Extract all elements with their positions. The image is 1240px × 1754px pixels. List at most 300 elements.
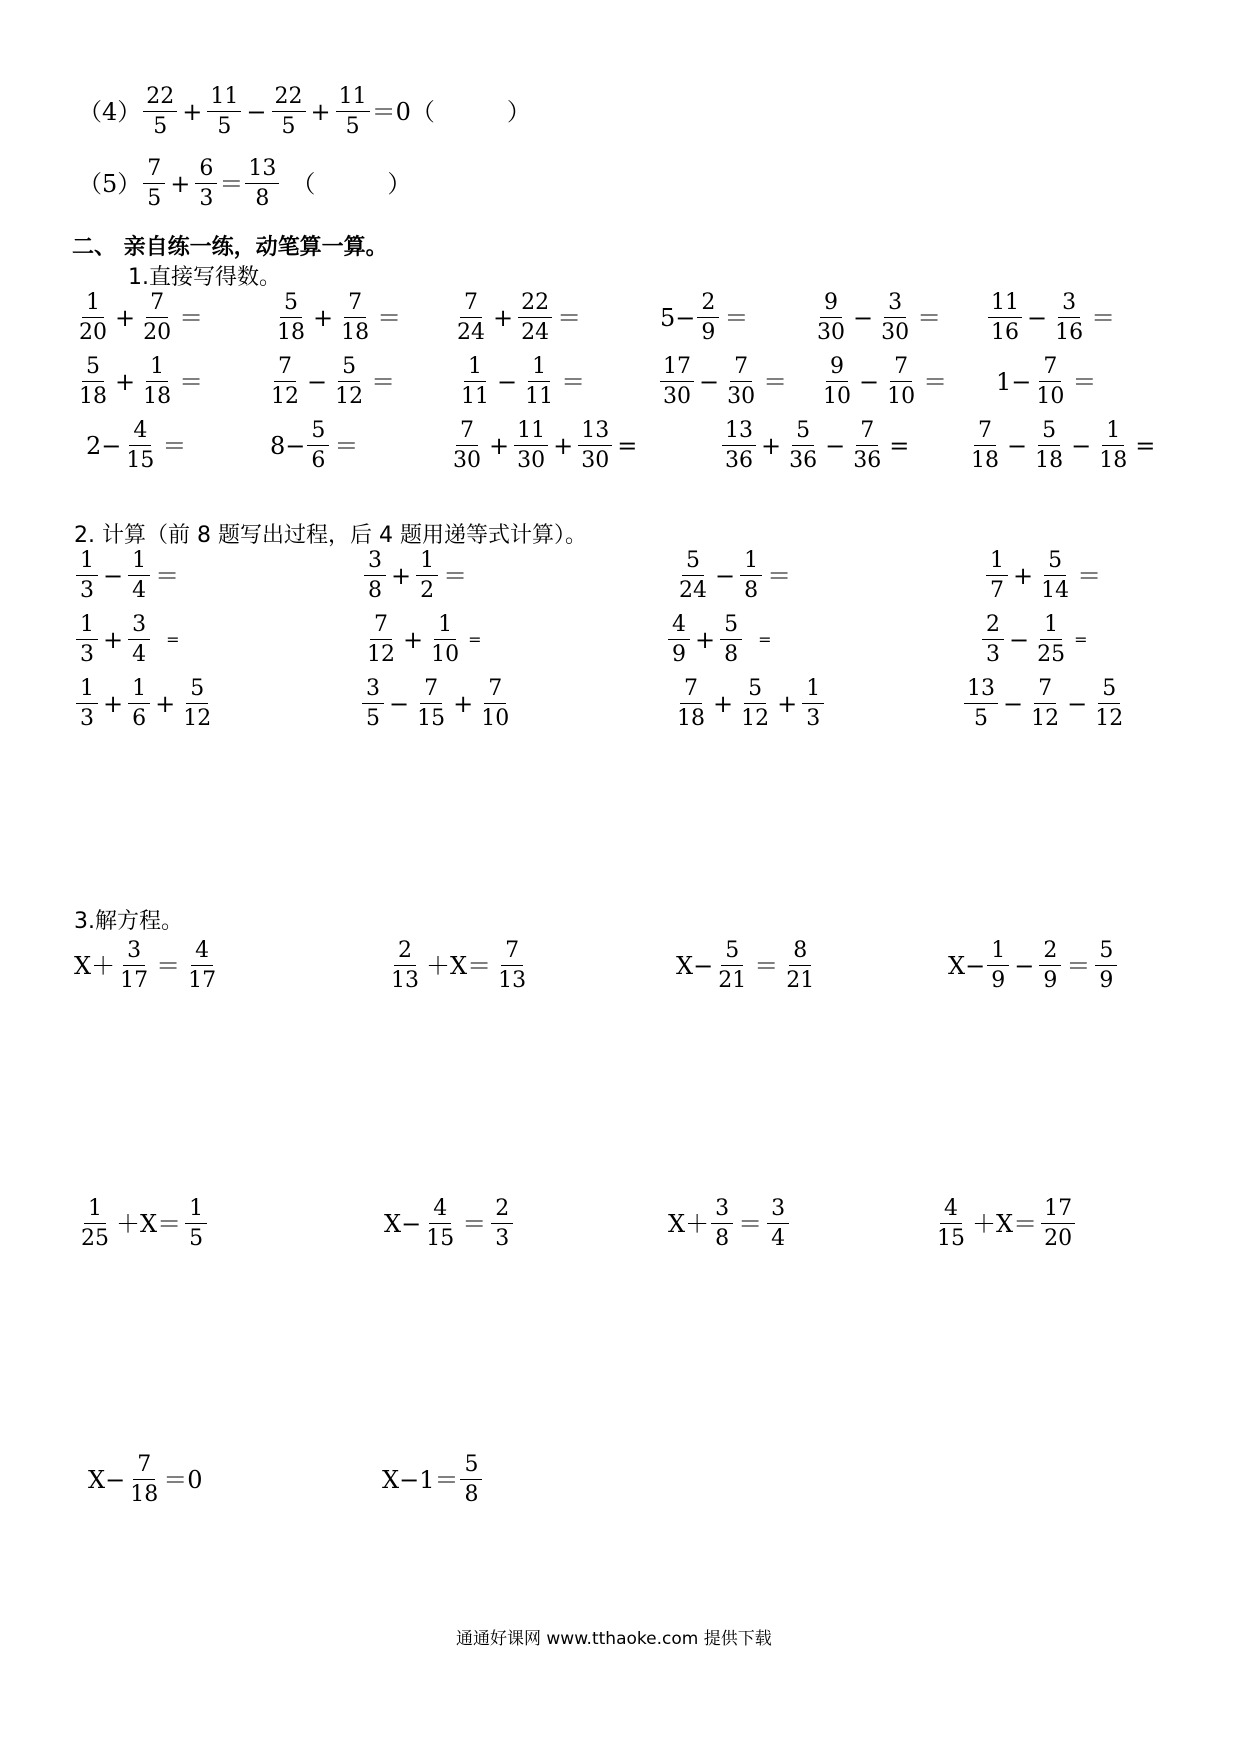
fraction bbox=[460, 1454, 482, 1506]
math-symbol: ＝ bbox=[923, 368, 948, 396]
numerator: 1 bbox=[464, 356, 486, 382]
calc-item bbox=[674, 550, 794, 602]
numerator: 13 bbox=[722, 420, 756, 446]
fraction bbox=[1034, 614, 1068, 666]
denominator: 12 bbox=[1095, 706, 1124, 731]
fraction bbox=[185, 940, 219, 992]
numerator: 7 bbox=[1034, 678, 1056, 704]
math-symbol: − bbox=[497, 368, 518, 396]
fraction bbox=[495, 940, 529, 992]
numerator: 8 bbox=[789, 940, 811, 966]
fraction bbox=[934, 1198, 968, 1250]
math-symbol: ＝ bbox=[561, 368, 586, 396]
numerator: 22 bbox=[518, 292, 552, 318]
denominator: 5 bbox=[974, 706, 988, 731]
numerator: 1 bbox=[76, 614, 98, 640]
numerator: 1 bbox=[82, 292, 104, 318]
denominator: 12 bbox=[335, 384, 364, 409]
math-symbol: = bbox=[758, 630, 772, 649]
math-symbol: ＋X＝ bbox=[116, 1210, 182, 1238]
fraction bbox=[245, 158, 279, 210]
math-symbol: ＝ bbox=[334, 432, 359, 460]
numerator: 2 bbox=[1039, 940, 1061, 966]
math-symbol: ＝ bbox=[557, 304, 582, 332]
denominator: 10 bbox=[481, 706, 510, 731]
denominator: 18 bbox=[277, 320, 305, 345]
fraction bbox=[987, 940, 1009, 992]
fraction bbox=[143, 86, 177, 138]
fraction bbox=[195, 158, 217, 210]
denominator: 11 bbox=[461, 384, 489, 409]
fraction bbox=[1041, 1198, 1075, 1250]
math-symbol: + bbox=[453, 690, 474, 718]
math-symbol: ＝ bbox=[767, 562, 792, 590]
numerator: 17 bbox=[1041, 1198, 1075, 1224]
fraction bbox=[802, 678, 824, 730]
math-symbol: ＝ bbox=[156, 952, 181, 980]
math-symbol: = bbox=[1135, 432, 1156, 460]
denominator: 17 bbox=[188, 968, 217, 993]
numerator: 2 bbox=[697, 292, 719, 318]
numerator: 3 bbox=[884, 292, 906, 318]
denominator: 15 bbox=[126, 448, 155, 473]
denominator: 15 bbox=[937, 1226, 965, 1251]
numerator: 5 bbox=[307, 420, 329, 446]
math-symbol: = bbox=[889, 432, 910, 460]
denominator: 4 bbox=[132, 642, 147, 667]
math-symbol: ＝ bbox=[155, 562, 180, 590]
denominator: 12 bbox=[741, 706, 770, 731]
denominator: 30 bbox=[663, 384, 691, 409]
numerator: 1 bbox=[802, 678, 824, 704]
math-symbol: + bbox=[103, 626, 124, 654]
numerator: 3 bbox=[128, 614, 150, 640]
denominator: 8 bbox=[744, 578, 759, 603]
numerator: 5 bbox=[682, 550, 704, 576]
denominator: 17 bbox=[120, 968, 149, 993]
math-symbol: = bbox=[617, 432, 638, 460]
denominator: 9 bbox=[991, 968, 1006, 993]
denominator: 25 bbox=[81, 1226, 109, 1251]
denominator: 14 bbox=[1041, 578, 1070, 603]
math-symbol: X− bbox=[948, 952, 986, 980]
denominator: 3 bbox=[80, 578, 94, 603]
numerator: 2 bbox=[982, 614, 1004, 640]
numerator: 7 bbox=[730, 356, 752, 382]
mental-math-item bbox=[266, 356, 398, 408]
numerator: 11 bbox=[207, 86, 241, 112]
math-symbol: + bbox=[310, 98, 331, 126]
numerator: 3 bbox=[767, 1198, 789, 1224]
denominator: 36 bbox=[725, 448, 753, 473]
mental-math-item bbox=[448, 420, 640, 472]
denominator: 13 bbox=[498, 968, 527, 993]
fraction bbox=[423, 1198, 457, 1250]
mental-math-item bbox=[86, 420, 189, 472]
numerator: 7 bbox=[680, 678, 702, 704]
math-symbol: X＋ bbox=[668, 1210, 710, 1238]
fraction bbox=[724, 356, 758, 408]
numerator: 13 bbox=[578, 420, 612, 446]
equation-item bbox=[386, 940, 531, 992]
denominator: 11 bbox=[525, 384, 554, 409]
denominator: 5 bbox=[147, 186, 162, 211]
numerator: 1 bbox=[128, 550, 150, 576]
math-symbol: + bbox=[713, 690, 734, 718]
equation-item bbox=[668, 1198, 791, 1250]
fraction bbox=[123, 420, 157, 472]
math-symbol: − bbox=[715, 562, 736, 590]
math-symbol: − bbox=[825, 432, 846, 460]
numerator: 4 bbox=[940, 1198, 962, 1224]
denominator: 13 bbox=[391, 968, 419, 993]
fraction bbox=[814, 292, 848, 344]
denominator: 5 bbox=[345, 114, 360, 139]
judge-item-4 bbox=[78, 86, 531, 138]
fraction bbox=[76, 550, 98, 602]
denominator: 20 bbox=[1044, 1226, 1073, 1251]
part2-title: 2. 计算（前 8 题写出过程，后 4 题用递等式计算）。 bbox=[74, 523, 587, 548]
mental-math-item bbox=[660, 292, 751, 344]
denominator: 5 bbox=[366, 706, 380, 731]
fraction bbox=[185, 1198, 207, 1250]
equation-item bbox=[382, 1454, 484, 1506]
numerator: 7 bbox=[484, 678, 506, 704]
fraction bbox=[128, 614, 150, 666]
denominator: 18 bbox=[130, 1482, 159, 1507]
equation-item bbox=[74, 940, 221, 992]
fraction bbox=[1095, 940, 1117, 992]
denominator: 18 bbox=[143, 384, 172, 409]
mental-math-item bbox=[818, 356, 950, 408]
calc-item bbox=[672, 678, 826, 730]
calc-item bbox=[980, 614, 1088, 666]
numerator: 7 bbox=[1039, 356, 1061, 382]
numerator: 5 bbox=[1095, 940, 1117, 966]
fraction bbox=[117, 940, 151, 992]
denominator: 3 bbox=[806, 706, 821, 731]
numerator: 5 bbox=[460, 1454, 482, 1480]
math-symbol: − bbox=[1003, 690, 1024, 718]
fraction bbox=[1039, 940, 1061, 992]
footer-credit: 通通好课网 www.tthaoke.com 提供下载 bbox=[456, 1629, 772, 1649]
numerator: 5 bbox=[186, 678, 208, 704]
fraction bbox=[180, 678, 214, 730]
math-symbol: ＝ bbox=[763, 368, 788, 396]
denominator: 9 bbox=[1099, 968, 1114, 993]
denominator: 8 bbox=[368, 578, 382, 603]
numerator: 5 bbox=[1038, 420, 1060, 446]
fraction bbox=[722, 420, 756, 472]
math-symbol: + bbox=[115, 304, 136, 332]
denominator: 25 bbox=[1037, 642, 1066, 667]
denominator: 24 bbox=[457, 320, 485, 345]
denominator: 4 bbox=[771, 1226, 786, 1251]
math-symbol: ＝ bbox=[179, 368, 204, 396]
math-symbol: + bbox=[489, 432, 510, 460]
fraction bbox=[1032, 420, 1066, 472]
fraction bbox=[1033, 356, 1067, 408]
math-symbol: − bbox=[1027, 304, 1048, 332]
numerator: 9 bbox=[826, 356, 848, 382]
denominator: 3 bbox=[495, 1226, 510, 1251]
numerator: 2 bbox=[394, 940, 416, 966]
denominator: 5 bbox=[189, 1226, 204, 1251]
math-symbol: + bbox=[182, 98, 203, 126]
calc-item bbox=[666, 614, 772, 666]
numerator: 5 bbox=[720, 614, 742, 640]
math-symbol: − bbox=[1009, 626, 1030, 654]
calc-item bbox=[962, 678, 1128, 730]
math-symbol: ＝ bbox=[371, 368, 396, 396]
denominator: 7 bbox=[990, 578, 1004, 603]
equation-item bbox=[76, 1198, 209, 1250]
denominator: 5 bbox=[153, 114, 168, 139]
denominator: 20 bbox=[143, 320, 172, 345]
math-symbol: 1− bbox=[996, 368, 1032, 396]
numerator: 7 bbox=[456, 420, 478, 446]
denominator: 21 bbox=[786, 968, 815, 993]
denominator: 12 bbox=[367, 642, 395, 667]
denominator: 15 bbox=[426, 1226, 455, 1251]
denominator: 18 bbox=[79, 384, 107, 409]
denominator: 5 bbox=[217, 114, 232, 139]
numerator: 3 bbox=[364, 550, 386, 576]
math-symbol: ＝ bbox=[1072, 368, 1097, 396]
math-symbol: X− bbox=[676, 952, 714, 980]
numerator: 5 bbox=[721, 940, 743, 966]
fraction bbox=[450, 420, 484, 472]
fraction bbox=[988, 292, 1022, 344]
numerator: 1 bbox=[1102, 420, 1124, 446]
fraction bbox=[140, 292, 174, 344]
denominator: 16 bbox=[1055, 320, 1084, 345]
numerator: 7 bbox=[344, 292, 366, 318]
numerator: 7 bbox=[501, 940, 523, 966]
fraction bbox=[740, 550, 762, 602]
math-symbol: X− bbox=[88, 1466, 126, 1494]
numerator: 11 bbox=[336, 86, 370, 112]
calc-item bbox=[360, 678, 514, 730]
mental-math-item bbox=[996, 356, 1099, 408]
numerator: 1 bbox=[416, 550, 438, 576]
math-symbol: + bbox=[115, 368, 136, 396]
fraction bbox=[720, 614, 742, 666]
mental-math-item bbox=[658, 356, 790, 408]
mental-math-item bbox=[74, 292, 206, 344]
denominator: 30 bbox=[453, 448, 481, 473]
math-symbol: X− bbox=[384, 1210, 422, 1238]
numerator: 6 bbox=[195, 158, 217, 184]
fraction bbox=[982, 614, 1004, 666]
answer-blank[interactable]: （ ） bbox=[410, 98, 531, 126]
mental-math-item bbox=[456, 356, 588, 408]
fraction bbox=[454, 292, 488, 344]
fraction bbox=[1092, 678, 1126, 730]
numerator: 17 bbox=[660, 356, 694, 382]
math-symbol: − bbox=[1071, 432, 1092, 460]
numerator: 5 bbox=[744, 678, 766, 704]
denominator: 2 bbox=[420, 578, 435, 603]
mental-math-item bbox=[812, 292, 944, 344]
math-symbol: ＝ bbox=[1077, 562, 1102, 590]
math-symbol: + bbox=[761, 432, 782, 460]
numerator: 5 bbox=[1098, 678, 1120, 704]
fraction bbox=[491, 1198, 513, 1250]
math-symbol: ＝ bbox=[462, 1210, 487, 1238]
math-symbol: ＝ bbox=[162, 432, 187, 460]
fraction bbox=[878, 292, 912, 344]
math-symbol: X＋ bbox=[74, 952, 116, 980]
fraction bbox=[76, 292, 110, 344]
equation-item bbox=[676, 940, 819, 992]
numerator: 1 bbox=[528, 356, 550, 382]
numerator: 1 bbox=[986, 550, 1008, 576]
denominator: 30 bbox=[581, 448, 610, 473]
fraction bbox=[986, 550, 1008, 602]
numerator: 3 bbox=[711, 1198, 733, 1224]
numerator: 1 bbox=[1040, 614, 1062, 640]
fraction bbox=[76, 678, 98, 730]
denominator: 12 bbox=[271, 384, 299, 409]
fraction bbox=[783, 940, 817, 992]
calc-item bbox=[362, 550, 470, 602]
numerator: 13 bbox=[245, 158, 279, 184]
mental-math-item bbox=[452, 292, 584, 344]
fraction bbox=[514, 420, 548, 472]
math-symbol: ＝0 bbox=[371, 98, 411, 126]
math-symbol: + bbox=[155, 690, 176, 718]
math-symbol: 2− bbox=[86, 432, 122, 460]
numerator: 7 bbox=[274, 356, 296, 382]
numerator: 5 bbox=[338, 356, 360, 382]
math-symbol: − bbox=[1007, 432, 1028, 460]
fraction bbox=[307, 420, 329, 472]
math-symbol: X−1＝ bbox=[382, 1466, 459, 1494]
fraction bbox=[1096, 420, 1130, 472]
math-symbol: ＝ bbox=[917, 304, 942, 332]
denominator: 30 bbox=[817, 320, 845, 345]
fraction bbox=[738, 678, 772, 730]
fraction bbox=[676, 550, 710, 602]
math-symbol: + bbox=[493, 304, 514, 332]
fraction bbox=[128, 678, 150, 730]
mental-math-item bbox=[966, 420, 1158, 472]
fraction bbox=[364, 614, 398, 666]
fraction bbox=[143, 158, 165, 210]
mental-math-item bbox=[74, 356, 206, 408]
denominator: 18 bbox=[1099, 448, 1128, 473]
denominator: 12 bbox=[183, 706, 212, 731]
denominator: 30 bbox=[881, 320, 910, 345]
numerator: 1 bbox=[740, 550, 762, 576]
math-symbol: ＝ bbox=[443, 562, 468, 590]
math-symbol: 5− bbox=[660, 304, 696, 332]
math-symbol: + bbox=[553, 432, 574, 460]
fraction bbox=[786, 420, 820, 472]
fraction bbox=[78, 1198, 112, 1250]
fraction bbox=[127, 1454, 161, 1506]
calc-item bbox=[74, 614, 180, 666]
numerator: 1 bbox=[987, 940, 1009, 966]
numerator: 1 bbox=[128, 678, 150, 704]
answer-blank[interactable]: （ ） bbox=[291, 170, 412, 198]
denominator: 10 bbox=[887, 384, 916, 409]
fraction bbox=[1038, 550, 1072, 602]
math-symbol: ＝0 bbox=[163, 1466, 203, 1494]
math-symbol: ＝ bbox=[179, 304, 204, 332]
fraction bbox=[428, 614, 462, 666]
mental-math-item bbox=[272, 292, 404, 344]
fraction bbox=[336, 86, 370, 138]
denominator: 36 bbox=[789, 448, 818, 473]
denominator: 3 bbox=[80, 642, 94, 667]
fraction bbox=[1028, 678, 1062, 730]
math-symbol: ＝ bbox=[738, 1210, 763, 1238]
denominator: 30 bbox=[517, 448, 546, 473]
numerator: 7 bbox=[856, 420, 878, 446]
fraction bbox=[518, 292, 552, 344]
math-symbol: − bbox=[699, 368, 720, 396]
math-symbol: ＝ bbox=[724, 304, 749, 332]
numerator: 7 bbox=[460, 292, 482, 318]
fraction bbox=[767, 1198, 789, 1250]
numerator: 5 bbox=[792, 420, 814, 446]
numerator: 7 bbox=[133, 1454, 155, 1480]
fraction bbox=[715, 940, 749, 992]
math-symbol: = bbox=[1074, 630, 1088, 649]
numerator: 3 bbox=[1058, 292, 1080, 318]
denominator: 5 bbox=[281, 114, 296, 139]
denominator: 6 bbox=[311, 448, 326, 473]
mental-math-item bbox=[270, 420, 361, 472]
fraction bbox=[968, 420, 1002, 472]
math-symbol: + bbox=[391, 562, 412, 590]
numerator: 7 bbox=[146, 292, 168, 318]
fraction bbox=[668, 614, 690, 666]
denominator: 3 bbox=[80, 706, 94, 731]
calc-item bbox=[984, 550, 1104, 602]
fraction bbox=[274, 292, 308, 344]
calc-item bbox=[74, 550, 182, 602]
fraction bbox=[332, 356, 366, 408]
math-symbol: + bbox=[103, 690, 124, 718]
math-symbol: = bbox=[468, 630, 482, 649]
math-symbol: 8− bbox=[270, 432, 306, 460]
math-symbol: − bbox=[1014, 952, 1035, 980]
fraction bbox=[478, 678, 512, 730]
denominator: 9 bbox=[1043, 968, 1058, 993]
equation-item bbox=[932, 1198, 1077, 1250]
numerator: 7 bbox=[370, 614, 392, 640]
denominator: 16 bbox=[991, 320, 1019, 345]
fraction bbox=[338, 292, 372, 344]
denominator: 30 bbox=[727, 384, 756, 409]
fraction bbox=[416, 550, 438, 602]
judge-item-5 bbox=[78, 158, 411, 210]
denominator: 18 bbox=[1035, 448, 1064, 473]
numerator: 7 bbox=[974, 420, 996, 446]
math-symbol: + bbox=[1013, 562, 1034, 590]
fraction bbox=[268, 356, 302, 408]
numerator: 13 bbox=[964, 678, 998, 704]
fraction bbox=[362, 678, 384, 730]
section-heading: 二、 亲自练一练，动笔算一算。 bbox=[72, 235, 388, 260]
numerator: 5 bbox=[82, 356, 104, 382]
fraction bbox=[128, 550, 150, 602]
math-symbol: − bbox=[859, 368, 880, 396]
math-symbol: − bbox=[103, 562, 124, 590]
